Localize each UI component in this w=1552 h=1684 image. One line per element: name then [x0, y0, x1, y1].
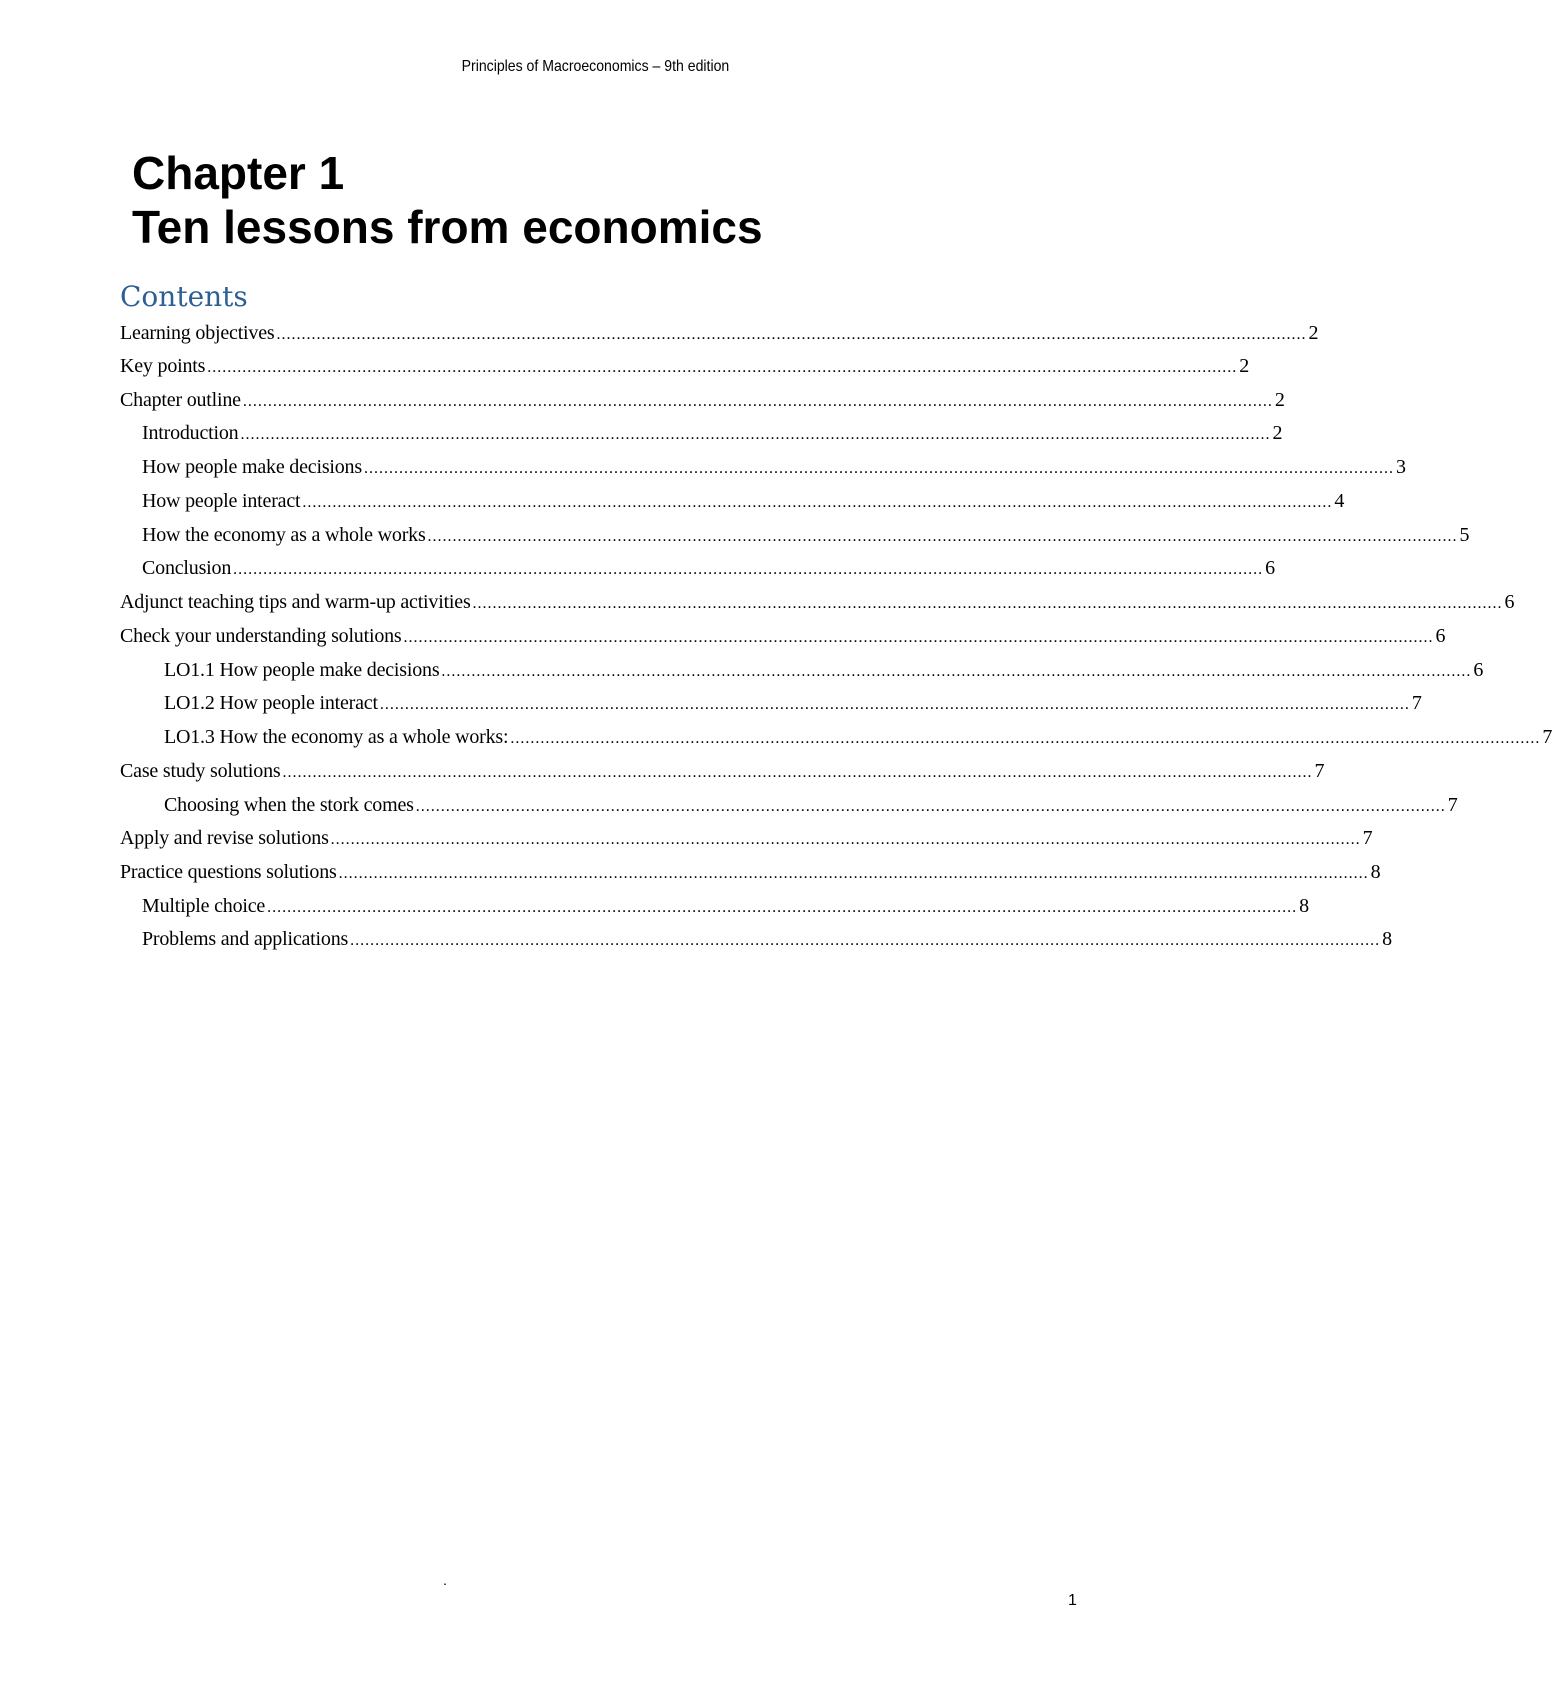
toc-entry-title: Apply and revise solutions — [120, 827, 329, 849]
toc-dot-leader: .............................................................................................................................................................................................................. — [403, 629, 1434, 646]
toc-dot-leader: .............................................................................................................................................................................................................. — [282, 764, 1313, 781]
toc-entry[interactable] — [142, 419, 1283, 447]
toc-entry-page: 6 — [1473, 659, 1484, 681]
toc-entry-title: How people interact — [142, 490, 301, 512]
toc-entry-title: How the economy as a whole works — [142, 524, 426, 546]
toc-entry-title: Multiple choice — [142, 895, 266, 917]
toc-entry[interactable] — [120, 352, 1250, 380]
toc-dot-leader: .............................................................................................................................................................................................................. — [510, 730, 1541, 747]
toc-entry[interactable] — [142, 554, 1275, 582]
toc-dot-leader: .............................................................................................................................................................................................................. — [472, 595, 1503, 612]
toc-entry-title: Check your understanding solutions — [120, 625, 402, 647]
toc-entry-page: 8 — [1382, 928, 1392, 950]
toc-entry[interactable] — [142, 892, 1309, 920]
toc-dot-leader: .............................................................................................................................................................................................................. — [233, 561, 1264, 578]
toc-entry-page: 6 — [1435, 625, 1446, 647]
toc-entry-page: 2 — [1272, 422, 1283, 444]
toc-dot-leader: .............................................................................................................................................................................................................. — [441, 663, 1472, 680]
toc-dot-leader: .............................................................................................................................................................................................................. — [330, 831, 1361, 848]
toc-entry-page: 2 — [1239, 355, 1250, 377]
toc-entry-page: 8 — [1370, 861, 1381, 883]
toc-entry-page: 7 — [1314, 760, 1325, 782]
footer-mark: . — [443, 1572, 447, 1588]
toc-entry[interactable] — [120, 858, 1381, 886]
toc-entry-page: 7 — [1411, 692, 1422, 714]
toc-dot-leader: .............................................................................................................................................................................................................. — [207, 359, 1238, 376]
toc-entry-title: How people make decisions — [142, 456, 362, 478]
toc-dot-leader: .............................................................................................................................................................................................................. — [338, 865, 1369, 882]
toc-entry-page: 7 — [1362, 827, 1373, 849]
toc-entry-title: Introduction — [142, 422, 239, 444]
toc-entry[interactable] — [164, 689, 1422, 717]
toc-entry-page: 2 — [1274, 389, 1285, 411]
toc-entry-title: Problems and applications — [142, 928, 349, 950]
page-number: 1 — [1068, 1592, 1077, 1609]
toc-entry-title: Practice questions solutions — [120, 861, 337, 883]
toc-dot-leader: .............................................................................................................................................................................................................. — [415, 798, 1446, 815]
toc-entry-title: Adjunct teaching tips and warm-up activities — [120, 591, 471, 613]
toc-entry[interactable] — [142, 453, 1406, 481]
toc-entry-page: 7 — [1447, 794, 1458, 816]
toc-entry[interactable] — [120, 824, 1373, 852]
toc-dot-leader: .............................................................................................................................................................................................................. — [276, 326, 1307, 343]
toc-entry-page: 7 — [1542, 726, 1552, 748]
toc-entry[interactable] — [120, 757, 1325, 785]
toc-dot-leader: .............................................................................................................................................................................................................. — [379, 696, 1410, 713]
toc-entry-page: 2 — [1308, 322, 1319, 344]
toc-entry[interactable] — [120, 622, 1446, 650]
toc-dot-leader: .............................................................................................................................................................................................................. — [427, 528, 1458, 545]
toc-entry[interactable] — [142, 487, 1345, 515]
toc-entry[interactable] — [120, 386, 1285, 414]
toc-entry-title: LO1.1 How people make decisions — [164, 659, 440, 681]
toc-entry[interactable] — [142, 521, 1470, 549]
toc-entry-title: LO1.3 How the economy as a whole works: — [164, 726, 509, 748]
chapter-name: Ten lessons from economics — [132, 201, 763, 253]
toc-entry-title: Conclusion — [142, 557, 232, 579]
toc-entry-title: Choosing when the stork comes — [164, 794, 414, 816]
toc-entry-title: LO1.2 How people interact — [164, 692, 378, 714]
toc-entry-title: Case study solutions — [120, 760, 281, 782]
running-header: Principles of Macroeconomics – 9th edition — [461, 58, 730, 75]
toc-entry-page: 4 — [1334, 490, 1345, 512]
toc-dot-leader: .............................................................................................................................................................................................................. — [242, 393, 1273, 410]
toc-entry[interactable] — [164, 723, 1552, 751]
toc-entry[interactable] — [142, 925, 1392, 953]
toc-dot-leader: .............................................................................................................................................................................................................. — [267, 899, 1298, 916]
toc-dot-leader: .............................................................................................................................................................................................................. — [240, 426, 1271, 443]
toc-entry[interactable] — [120, 588, 1515, 616]
toc-dot-leader: .............................................................................................................................................................................................................. — [302, 494, 1333, 511]
chapter-number: Chapter 1 — [132, 147, 345, 199]
toc-entry-page: 3 — [1395, 456, 1406, 478]
toc-entry-page: 5 — [1459, 524, 1470, 546]
toc-entry[interactable] — [164, 791, 1458, 819]
toc-dot-leader: .............................................................................................................................................................................................................. — [350, 932, 1381, 949]
toc-entry[interactable] — [164, 656, 1484, 684]
toc-entry-page: 8 — [1299, 895, 1309, 917]
toc-entry-page: 6 — [1265, 557, 1275, 579]
toc-dot-leader: .............................................................................................................................................................................................................. — [363, 460, 1394, 477]
contents-heading: Contents — [120, 280, 248, 313]
toc-entry-title: Key points — [120, 355, 206, 377]
toc-entry-title: Learning objectives — [120, 322, 275, 344]
toc-entry-title: Chapter outline — [120, 389, 241, 411]
toc-entry-page: 6 — [1504, 591, 1515, 613]
toc-entry[interactable] — [120, 319, 1319, 347]
